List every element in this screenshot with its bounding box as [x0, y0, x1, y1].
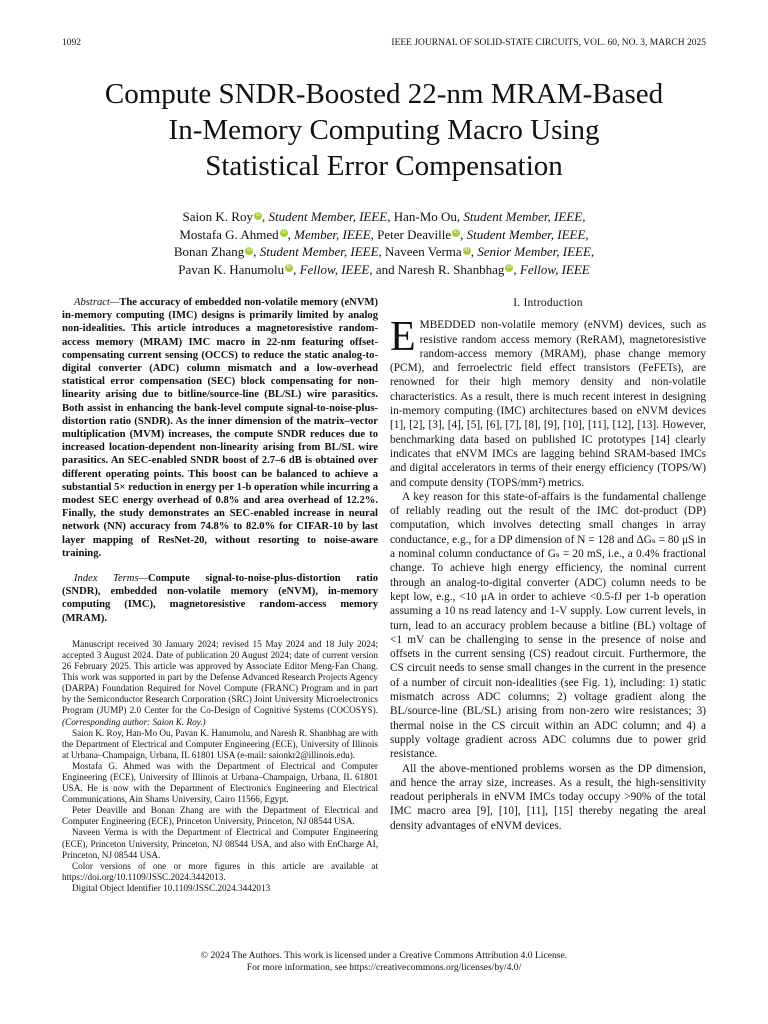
license-line-2: For more information, see https://creativecommons.org/licenses/by/4.0/ — [246, 962, 522, 973]
author-name: Naresh R. Shanbhag — [397, 261, 505, 277]
index-terms-label: Index Terms— — [74, 573, 148, 585]
author-role: Student Member, IEEE — [268, 209, 388, 224]
title-line-3: Statistical Error Compensation — [205, 150, 563, 182]
journal-name: IEEE JOURNAL OF SOLID-STATE CIRCUITS, VOL. 60, NO. 3, MARCH 2025 — [391, 38, 706, 48]
footnotes — [62, 639, 378, 894]
section-heading: I. Introduction — [513, 297, 583, 309]
left-column — [62, 296, 378, 894]
abstract — [62, 296, 378, 625]
author-name: Peter Deaville — [377, 226, 452, 242]
license-line-1: © 2024 The Authors. This work is licensed under a Creative Commons Attribution 4.0 License. — [200, 950, 568, 961]
author-list: Saion K. Roy iD , Student Member, IEEE, Han-Mo Ou, Student Member, IEEE, Mostafa G. Ahmed iD , Member, IEEE, Peter Deaville iD , Student Member, IEEE, Bonan Zhang iD , Student Member, IEEE, Naveen Verma iD , Senior Member, IEEE, Pavan K. Hanumolu iD , Fellow, IEEE, and Naresh R. Shanbhag iD , Fellow, IEEE — [173, 209, 595, 277]
abstract-text: The accuracy of embedded non-volatile memory (eNVM) in-memory computing (IMC) designs is primarily limited by analog non-idealities. This article introduces a magnetoresistive random-access memory (MRAM) IMC macro in 22-nm featuring offset-compensating current sensing (OCCS) to reduce the static analog-to-digital converter (ADC) column mismatch and a low-overhead statistical error compensation (SEC) block compensating for non-linearity arising due to bitline/source-line (BL/SL) wire parasitics. Both assist in enhancing the bank-level compute signal-to-noise-plus-distortion ratio (SNDR). As the inner dimension of the matrix–vector multiplication (MVM) increases, the compute SNDR reduces due to increased location-dependent non-linearity arising from BL/SL wire parasitics. An SEC-enabled SNDR boost of 2.7–6 dB is obtained over different operating points. This boost can be balanced to achieve a substantial 5× reduction in energy per 1-b operation while incurring a modest SEC energy overhead of 0.8% and area overhead of 12.2%. Finally, the study demonstrates an SEC-enabled increase in neural network (NN) accuracy from 74.8% to 82.0% for CIFAR-10 by last layer mapping of ResNet-20, without resorting to noise-aware training. — [62, 297, 378, 559]
author-name: Mostafa G. Ahmed — [179, 226, 279, 242]
intro-paragraph-1: MBEDDED non-volatile memory (eNVM) devices, such as resistive random access memory (ReRAM), magnetoresistive random-access memory (MRAM), phase change memory (PCM), and ferroelectric field effect transistors (FeFETs), are renowned for their high memory density and non-volatile characteristics. As a result, there is much recent interest in designing in-memory computing (IMC) architectures based on eNVM devices [1], [2], [3], [4], [5], [6], [7], [8], [9], [10], [11], [12], [13]. However, benchmarking data based on published IC prototypes [14] clearly indicates that eNVM IMCs are lagging behind SRAM-based IMCs and digital accelerators in terms of their energy efficiency (TOPS/W) and compute density (TOPS/mm²) metrics. — [390, 319, 706, 489]
footnote-color-figures: Color versions of one or more figures in this article are available at https://doi.org/10.1109/JSSC.2024.3442013. — [62, 860, 378, 882]
title-line-2: In-Memory Computing Macro Using — [168, 114, 600, 146]
author-name: Saion K. Roy — [182, 209, 253, 224]
footnote-affiliation: Saion K. Roy, Han-Mo Ou, Pavan K. Hanumolu, and Naresh R. Shanbhag are with the Department of Electrical and Computer Engineering (ECE), University of Illinois at Urbana–Champaign, Urbana, IL 61801 USA (e-mail: saionkr2@illinois.edu). — [62, 727, 378, 760]
footnote-manuscript: Manuscript received 30 January 2024; revised 15 May 2024 and 18 July 2024; accepted 3 August 2024. Date of publication 20 August 2024; date of current version 26 February 2025. This article was approved by Associate Editor Meng-Fan Chang. This work was supported in part by the Defense Advanced Research Projects Agency (DARPA) Foundation Required for Novel Compute (FRANC) Program and in part by the Semiconductor Research Corporation (SRC) Joint University Microelectronics Program (JUMP) 2.0 Center for the Co-Design of Cognitive Systems (COCOSYS). — [62, 638, 378, 716]
author-name: Pavan K. Hanumolu — [178, 261, 285, 277]
index-terms-text: Compute signal-to-noise-plus-distortion ratio (SNDR), embedded non-volatile memory (eNVM), in-memory computing (IMC), magnetoresistive random-access memory (MRAM). — [62, 573, 378, 624]
corresponding-author: (Corresponding author: Saion K. Roy.) — [62, 716, 206, 727]
page-number: 1092 — [62, 38, 81, 48]
intro-paragraph-3: All the above-mentioned problems worsen as the DP dimension, and hence the array size, increases. As a result, the high-sensitivity readout peripherals in eNVM IMCs today occupy >90% of the total IMC macro area [9], [10], [11], [15] thereby negating the areal density advantages of eNVM devices. — [390, 762, 706, 832]
orcid-icon[interactable]: iD — [506, 265, 512, 271]
author-name: Bonan Zhang — [173, 244, 245, 259]
author-role: Member, IEEE — [294, 226, 371, 242]
orcid-icon[interactable]: iD — [286, 265, 292, 271]
footnote-affiliation: Peter Deaville and Bonan Zhang are with the Department of Electrical and Computer Engineering (ECE), Princeton University, Princeton, NJ 08544 USA. — [62, 805, 378, 827]
orcid-icon[interactable]: iD — [246, 247, 252, 253]
author-role: Fellow, IEEE — [519, 261, 590, 277]
footnote-affiliation: Naveen Verma is with the Department of Electrical and Computer Engineering (ECE), Princeton University, Princeton, NJ 08544 USA, and also with EnCharge AI, Princeton, NJ 08544 USA. — [62, 827, 378, 860]
orcid-icon[interactable]: iD — [464, 247, 470, 253]
paper-title — [40, 76, 728, 184]
author-role: Senior Member, IEEE, — [477, 244, 595, 259]
orcid-icon[interactable]: iD — [281, 230, 287, 236]
abstract-label: Abstract— — [74, 297, 120, 308]
author-role: Student Member, IEEE, — [463, 209, 586, 224]
intro-paragraph-2: A key reason for this state-of-affairs is the fundamental challenge of reliably reading out the result of the IMC dot-product (DP) computation, which involves detecting small changes in array conductance, e.g., for a DP dimension of N = 128 and ΔGₛ = 80 μS in a nominal column conductance of Gₛ = 20 mS, i.e., a 0.4% fractional change. To achieve high energy efficiency, the nominal current through an analog-to-digital converter (ADC) column needs to be kept low, e.g., <10 μA in order to achieve <0.5-fJ per 1-b operation assuming a 10 ns read latency and 1-V supply. Low current levels, in turn, lead to an accuracy problem because a bitline (BL) voltage of <1 mV can be challenging to sense in the presence of noise and offsets in the current sensing (CS) readout circuit. Furthermore, the CS circuit needs to sense small changes in the current in the presence of a number of circuit non-idealities (see Fig. 1), including: 1) static mismatch across ADC columns; 2) voltage gradient along the BL/source-line (BL/SL) arising from non-zero wire resistances; 3) thermal noise in the CS circuit within an ADC column; and 4) a supply voltage gradient across ADC columns due to power grid resistance. — [390, 490, 706, 761]
orcid-icon[interactable]: iD — [453, 230, 459, 236]
author-role: Student Member, IEEE — [259, 244, 379, 259]
author-name: Naveen Verma — [385, 244, 462, 259]
title-line-1: Compute SNDR-Boosted 22-nm MRAM-Based — [104, 78, 664, 110]
license-footer — [62, 950, 706, 974]
author-role: Student Member, IEEE, — [466, 226, 589, 242]
right-column — [390, 296, 706, 833]
author-name: Han-Mo Ou — [393, 209, 457, 224]
drop-cap: E — [390, 314, 416, 361]
footnote-affiliation: Mostafa G. Ahmed was with the Department of Electrical and Computer Engineering (ECE), University of Illinois at Urbana–Champaign, Urbana, IL 61801 USA. He is now with the Department of Electronics Engineering and Electrical Communications, Ain Shams University, Cairo 11566, Egypt. — [62, 760, 378, 805]
author-role: Fellow, IEEE — [299, 261, 370, 277]
orcid-icon[interactable]: iD — [255, 212, 261, 218]
footnote-doi: Digital Object Identifier 10.1109/JSSC.2024.3442013 — [72, 882, 271, 893]
